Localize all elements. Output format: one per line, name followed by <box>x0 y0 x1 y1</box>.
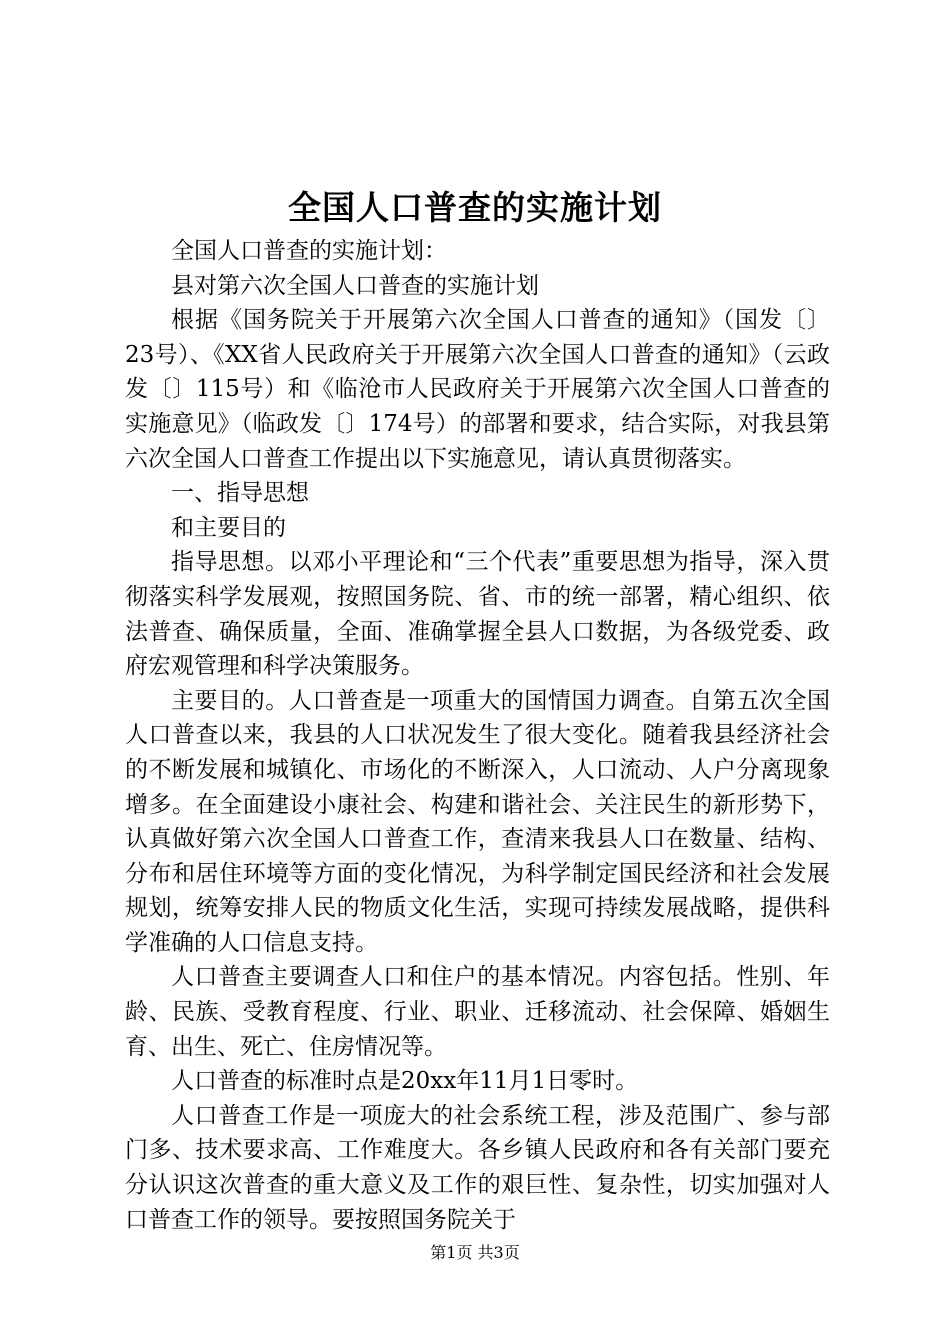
paragraph-heading-intro: 全国人口普查的实施计划： <box>171 238 447 264</box>
section-heading-guiding-thought: 一、指导思想 <box>171 480 309 507</box>
paragraph-main-purpose: 主要目的。人口普查是一项重大的国情国力调查。自第五次全国人口普查以来，我县的人口状况发生了很大变化。随着我县经济社会的不断发展和城镇化、市场化的不断深入，人口流动、人户分离现象增多。在全面建设小康社会、构建和谐社会、关注民生的新形势下，认真做好第六次全国人口普查工作，查清来我县人口在数量、结构、分布和居住环境等方面的变化情况，为科学制定国民经济和社会发展规划，统筹安排人民的物质文化生活，实现可持续发展战略，提供科学准确的人口信息支持。 <box>125 687 830 956</box>
paragraph-basis: 根据《国务院关于开展第六次全国人口普查的通知》（国发〔〕23号）、《XX省人民政府关于开展第六次全国人口普查的通知》（云政发〔〕115号）和《临沧市人民政府关于开展第六次全国人口普查的实施意见》（临政发〔〕174号）的部署和要求，结合实际，对我县第六次全国人口普查工作提出以下实施意见，请认真贯彻落实。 <box>125 307 830 472</box>
document-body <box>125 234 830 1237</box>
paragraph-organization: 人口普查工作是一项庞大的社会系统工程，涉及范围广、参与部门多、技术要求高、工作难度大。各乡镇人民政府和各有关部门要充分认识这次普查的重大意义及工作的艰巨性、复杂性，切实加强对人口普查工作的领导。要按照国务院关于 <box>125 1102 830 1233</box>
document-title: 全国人口普查的实施计划 <box>288 188 662 227</box>
paragraph-survey-content: 人口普查主要调查人口和住户的基本情况。内容包括。性别、年龄、民族、受教育程度、行业、职业、迁移流动、社会保障、婚姻生育、出生、死亡、住房情况等。 <box>125 964 830 1060</box>
paragraph-guiding-thought: 指导思想。以邓小平理论和“三个代表”重要思想为指导，深入贯彻落实科学发展观，按照国务院、省、市的统一部署，精心组织、依法普查、确保质量，全面、准确掌握全县人口数据，为各级党委、政府宏观管理和科学决策服务。 <box>125 549 830 680</box>
section-heading-main-purpose: 和主要目的 <box>171 514 286 541</box>
paragraph-standard-time: 人口普查的标准时点是20xx年11月1日零时。 <box>171 1068 639 1095</box>
page-number-footer: 第1页 共3页 <box>430 1243 520 1262</box>
paragraph-plan-title: 县对第六次全国人口普查的实施计划 <box>171 272 539 299</box>
